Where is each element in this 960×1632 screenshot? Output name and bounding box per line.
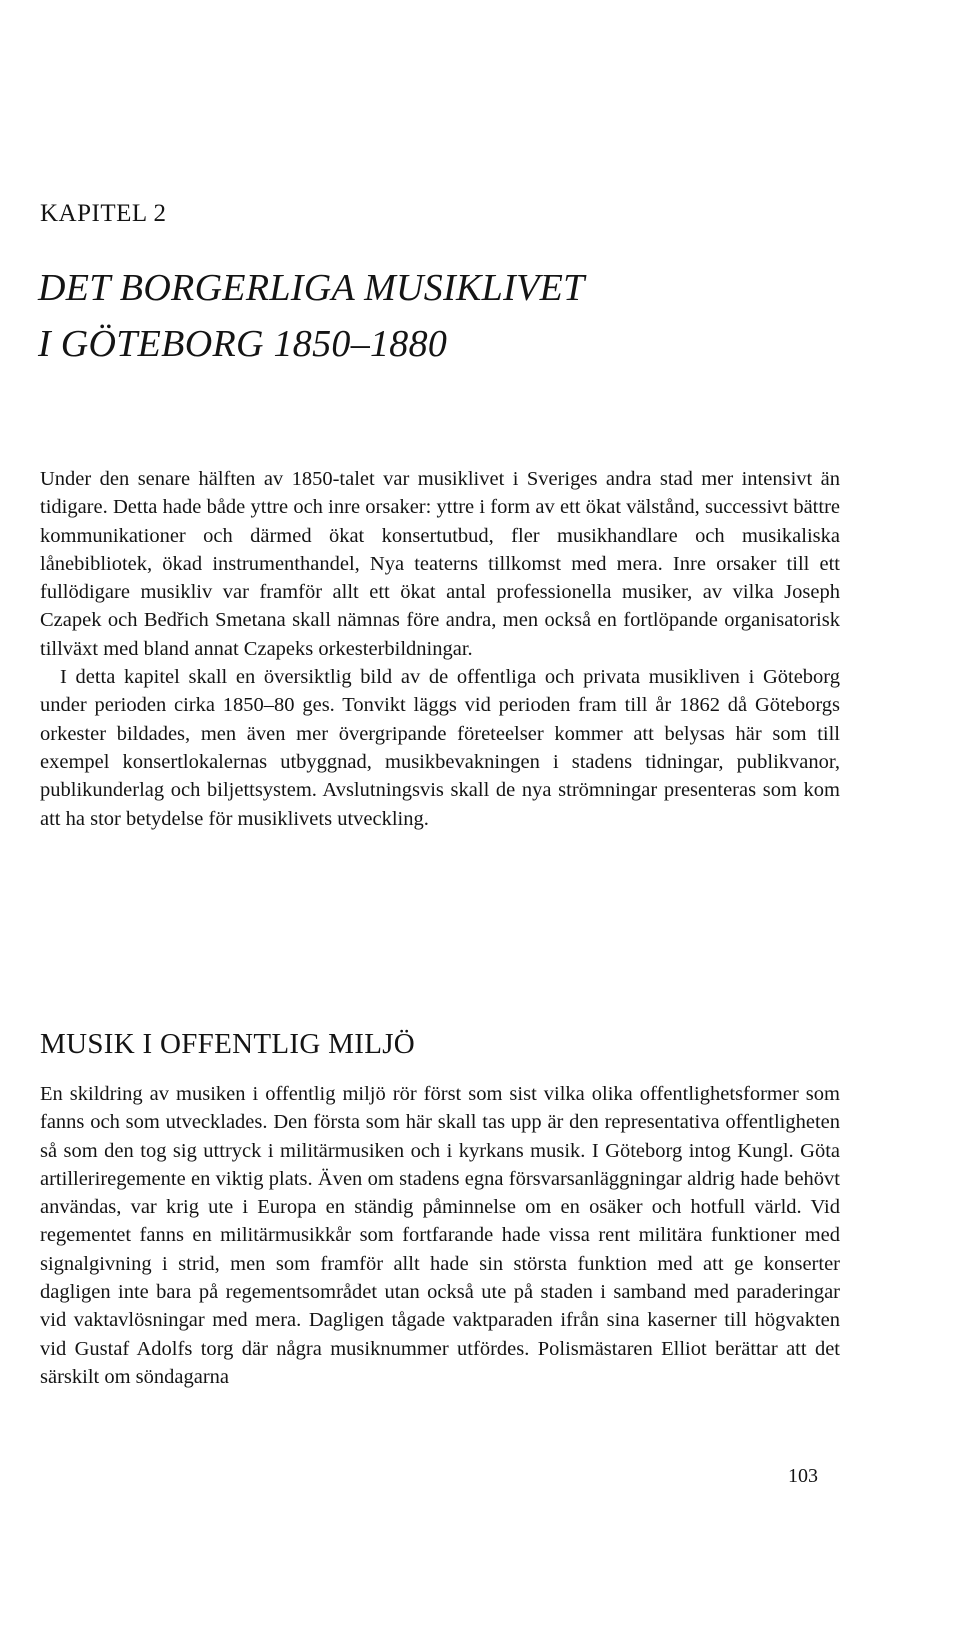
intro-text xyxy=(40,465,840,833)
chapter-label: KAPITEL 2 xyxy=(40,200,167,227)
chapter-title xyxy=(38,260,585,372)
section-text xyxy=(40,1080,840,1391)
chapter-title-line-1: DET BORGERLIGA MUSIKLIVET xyxy=(38,267,585,309)
section-heading: MUSIK I OFFENTLIG MILJÖ xyxy=(40,1028,416,1060)
chapter-title-line-2: I GÖTEBORG 1850–1880 xyxy=(38,323,448,365)
intro-paragraph-2: I detta kapitel skall en översiktlig bild av de offentliga och privata musikliven i Göteborg under perioden cirka 1850–80 ges. Tonvikt läggs vid perioden fram till år 1862 då Göteborgs orkester bildades, men även mer övergripande företeelser kommer att belysas här som till exempel konsertlokalernas utbyggnad, musikbevakningen i stadens tidningar, publikvanor, publikunderlag och biljettsystem. Avslutningsvis skall de nya strömningar presenteras som kom att ha stor betydelse för musiklivets utveckling. xyxy=(40,666,840,830)
section-paragraph-1: En skildring av musiken i offentlig miljö rör först som sist vilka olika offentlighetsformer som fanns och som utvecklades. Den första som här skall tas upp är den representativa offentligheten så som den tog sig uttryck i militärmusiken och i kyrkans musik. I Göteborg intog Kungl. Göta artilleriregemente en viktig plats. Även om stadens egna försvarsanläggningar aldrig hade behövt användas, var krig ute i Europa en ständig påminnelse om en osäker och hotfull värld. Vid regementet fanns en militärmusikkår som fortfarande hade vissa rent militära funktioner med signalgivning i strid, men som framför allt hade sin största funktion med att ge konserter dagligen inte bara på regementsområdet utan också ute på staden i samband med paraderingar vid vaktavlösningar med mera. Dagligen tågade vaktparaden ifrån sina kaserner till högvakten vid Gustaf Adolfs torg där några musiknummer utfördes. Polismästaren Elliot berättar att det särskilt om söndagarna xyxy=(40,1083,840,1388)
page-number: 103 xyxy=(788,1465,818,1487)
intro-paragraph-1: Under den senare hälften av 1850-talet var musiklivet i Sveriges andra stad mer intensivt än tidigare. Detta hade både yttre och inre orsaker: yttre i form av ett ökat välstånd, successivt bättre kommunikationer och därmed ökat konsertutbud, fler musikhandlare och musikaliska lånebibliotek, ökad instrumenthandel, Nya teaterns tillkomst med mera. Inre orsaker till ett fullödigare musikliv var framför allt ett ökat antal professionella musiker, av vilka Joseph Czapek och Bedřich Smetana skall nämnas före andra, men också en fortlöpande organisatorisk tillväxt med bland annat Czapeks orkesterbildningar. xyxy=(40,468,840,660)
